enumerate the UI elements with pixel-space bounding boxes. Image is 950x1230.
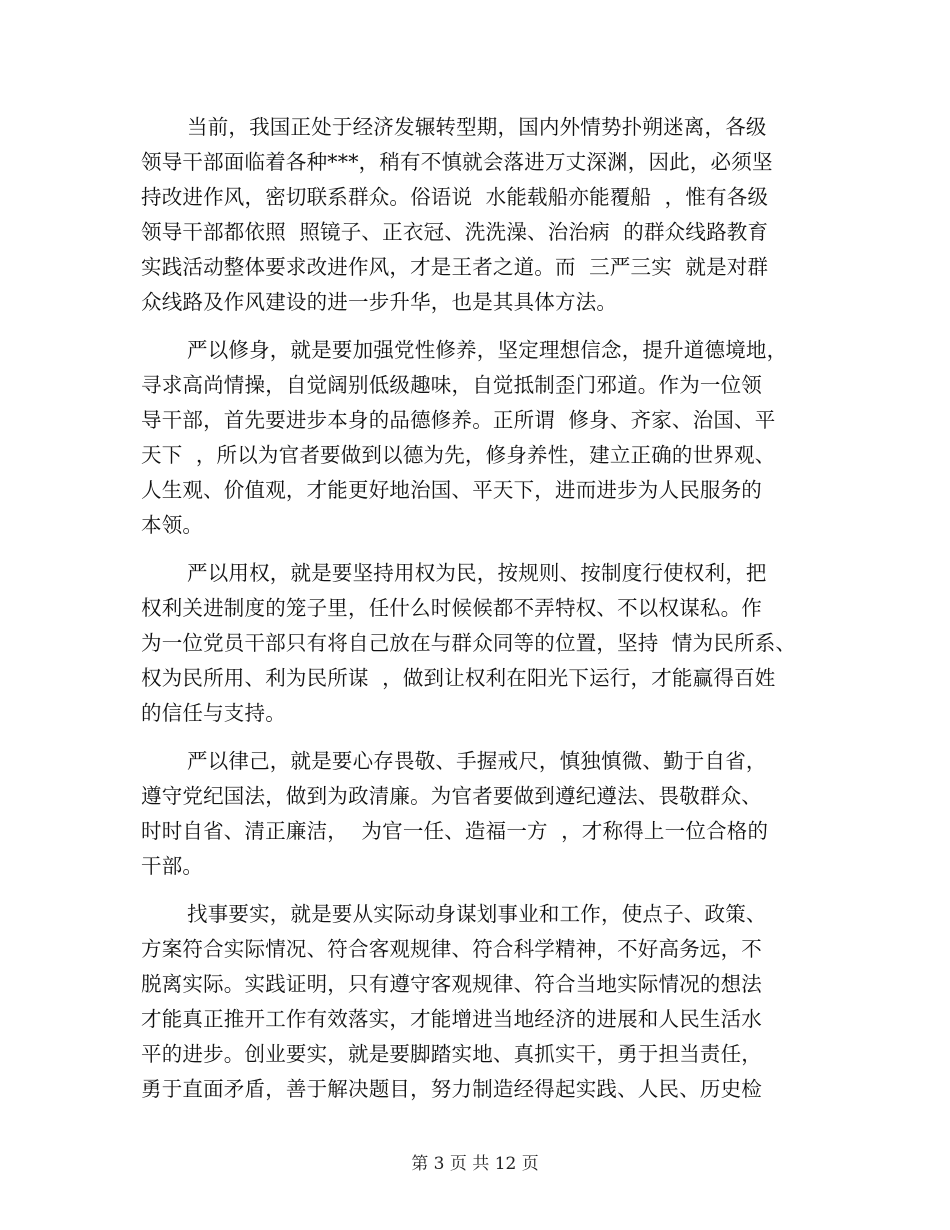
text-line: 天下 ，所以为官者要做到以德为先，修身养性，建立正确的世界观、 [141, 443, 776, 467]
text-line: 众线路及作风建设的进一步升华，也是其具体方法。 [141, 290, 618, 314]
text-line: 方案符合实际情况、符合客观规律、符合科学精神，不好高务远，不 [141, 937, 762, 961]
text-line: 严以律己，就是要心存畏敬、手握戒尺，慎独慎微、勤于自省， [187, 749, 767, 773]
text-line: 为一位党员干部只有将自己放在与群众同等的位置，坚持 情为民所系、 [141, 631, 797, 655]
text-line: 严以用权，就是要坚持用权为民，按规则、按制度行使权利，把 [187, 561, 767, 585]
text-line: 勇于直面矛盾，善于解决题目，努力制造经得起实践、人民、历史检 [141, 1077, 762, 1101]
text-line: 干部。 [141, 854, 204, 878]
text-line: 当前，我国正处于经济发辗转型期，国内外情势扑朔迷离，各级 [187, 115, 767, 139]
page-number-footer: 第 3 页 共 12 页 [411, 1154, 539, 1174]
text-line: 本领。 [141, 513, 204, 537]
text-line: 领导干部都依照 照镜子、正衣冠、洗洗澡、治治病 的群众线路教育 [141, 220, 769, 244]
text-line: 寻求高尚情操，自觉阔别低级趣味，自觉抵制歪门邪道。作为一位领 [141, 373, 762, 397]
text-line: 脱离实际。实践证明，只有遵守客观规律、符合当地实际情况的想法 [141, 972, 762, 996]
text-line: 才能真正推开工作有效落实，才能增进当地经济的进展和人民生活水 [141, 1007, 762, 1031]
text-line: 导干部，首先要进步本身的品德修养。正所谓 修身、齐家、治国、平 [141, 408, 776, 432]
text-line: 严以修身，就是要加强党性修养，坚定理想信念，提升道德境地， [187, 338, 788, 362]
text-line: 的信任与支持。 [141, 701, 286, 725]
text-line: 时时自省、清正廉洁， 为官一任、造福一方 ，才称得上一位合格的 [141, 819, 769, 843]
text-line: 平的进步。创业要实，就是要脚踏实地、真抓实干，勇于担当责任， [141, 1042, 762, 1066]
text-line: 实践活动整体要求改进作风，才是王者之道。而 三严三实 就是对群 [141, 255, 769, 279]
text-line: 权利关进制度的笼子里，任什么时候候都不弄特权、不以权谋私。作 [141, 596, 762, 620]
text-line: 持改进作风，密切联系群众。俗语说 水能载船亦能覆船 ，惟有各级 [141, 185, 769, 209]
text-line: 权为民所用、利为民所谋 ，做到让权利在阳光下运行，才能赢得百姓 [141, 666, 776, 690]
text-line: 遵守党纪国法，做到为政清廉。为官者要做到遵纪遵法、畏敬群众、 [141, 784, 762, 808]
text-line: 领导干部面临着各种***，稍有不慎就会落进万丈深渊，因此，必须坚 [141, 150, 773, 174]
text-line: 人生观、价值观，才能更好地治国、平天下，进而进步为人民服务的 [141, 478, 762, 502]
text-line: 找事要实，就是要从实际动身谋划事业和工作，使点子、政策、 [187, 902, 767, 926]
